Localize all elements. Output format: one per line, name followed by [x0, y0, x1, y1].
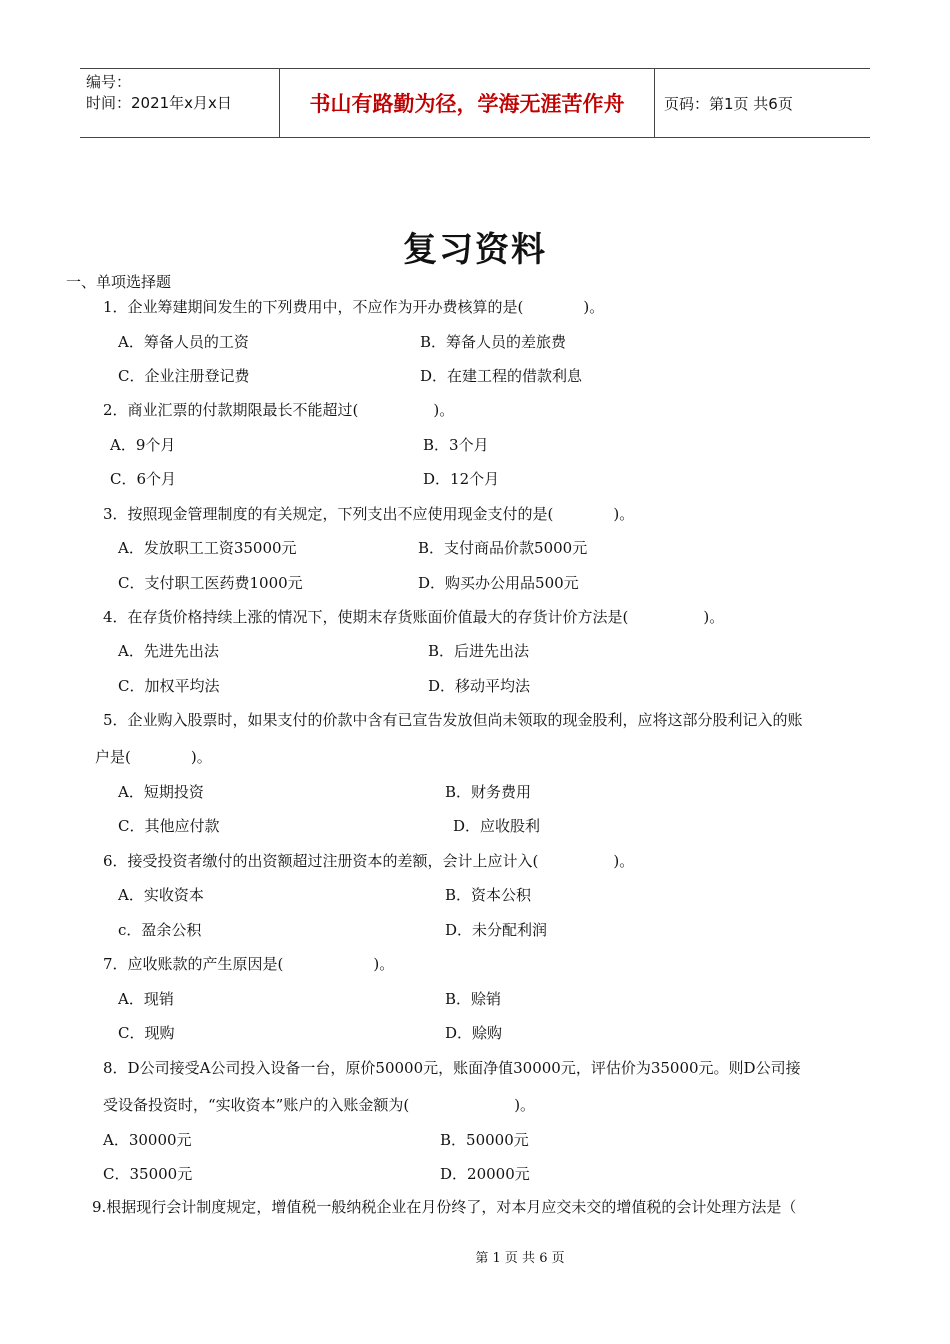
option-4b: B．后进先出法 [428, 642, 530, 660]
option-8a: A．30000元 [103, 1131, 192, 1149]
option-3b: B．支付商品价款5000元 [418, 539, 588, 557]
option-6d: D．未分配利润 [445, 921, 548, 939]
question-5: 5．企业购入股票时，如果支付的价款中含有已宣告发放但尚未领取的现金股利，应将这部分股利记入的账 [103, 711, 803, 729]
option-3c: C．支付职工医药费1000元 [118, 574, 303, 592]
question-4: 4．在存货价格持续上涨的情况下，使期末存货账面价值最大的存货计价方法是( )。 [103, 608, 725, 626]
option-2a: A．9个月 [110, 436, 176, 454]
option-1b: B．筹备人员的差旅费 [420, 333, 567, 351]
time-label: 时间：2021年x月x日 [86, 94, 232, 112]
option-5b: B．财务费用 [445, 783, 532, 801]
option-5a: A．短期投资 [118, 783, 204, 801]
option-3a: A．发放职工工资35000元 [118, 539, 297, 557]
option-1d: D．在建工程的借款利息 [420, 367, 583, 385]
option-8b: B．50000元 [440, 1131, 529, 1149]
question-1: 1．企业筹建期间发生的下列费用中，不应作为开办费核算的是( )。 [103, 298, 605, 316]
option-1a: A．筹备人员的工资 [118, 333, 249, 351]
option-2c: C．6个月 [110, 470, 177, 488]
option-6b: B．资本公积 [445, 886, 532, 904]
page-header [80, 68, 870, 138]
option-5c: C．其他应付款 [118, 817, 220, 835]
section-heading: 一、单项选择题 [66, 273, 172, 291]
option-4d: D．移动平均法 [428, 677, 531, 695]
page-footer: 第 1 页 共 6 页 [475, 1251, 565, 1266]
option-6c: c．盈余公积 [118, 921, 202, 939]
question-5-cont: 户是( )。 [95, 748, 212, 766]
option-7b: B．赊销 [445, 990, 502, 1008]
question-8: 8．D公司接受A公司投入设备一台，原价50000元，账面净值30000元，评估价为35000元。则D公司接 [103, 1059, 801, 1077]
question-6: 6．接受投资者缴付的出资额超过注册资本的差额，会计上应计入( )。 [103, 852, 635, 870]
option-8c: C．35000元 [103, 1165, 193, 1183]
question-3: 3．按照现金管理制度的有关规定，下列支出不应使用现金支付的是( )。 [103, 505, 635, 523]
question-8-cont: 受设备投资时，“实收资本”账户的入账金额为( )。 [103, 1096, 536, 1114]
option-7d: D．赊购 [445, 1024, 503, 1042]
header-page-code: 页码：第1页 共6页 [664, 94, 793, 113]
header-motto: 书山有路勤为径，学海无涯苦作舟 [280, 69, 655, 137]
option-2b: B．3个月 [423, 436, 489, 454]
question-7: 7．应收账款的产生原因是( )。 [103, 955, 395, 973]
option-8d: D．20000元 [440, 1165, 530, 1183]
option-7a: A．现销 [118, 990, 174, 1008]
document-title: 复习资料 [403, 230, 547, 270]
option-7c: C．现购 [118, 1024, 175, 1042]
header-meta [80, 69, 280, 137]
option-4a: A．先进先出法 [118, 642, 219, 660]
option-1c: C．企业注册登记费 [118, 367, 250, 385]
option-2d: D．12个月 [423, 470, 500, 488]
option-5d: D．应收股利 [453, 817, 541, 835]
question-2: 2．商业汇票的付款期限最长不能超过( )。 [103, 401, 455, 419]
number-label: 编号： [86, 73, 132, 91]
option-6a: A．实收资本 [118, 886, 204, 904]
option-3d: D．购买办公用品500元 [418, 574, 579, 592]
option-4c: C．加权平均法 [118, 677, 220, 695]
question-9: 9.根据现行会计制度规定，增值税一般纳税企业在月份终了，对本月应交未交的增值税的会计处理方法是（ [92, 1198, 797, 1216]
